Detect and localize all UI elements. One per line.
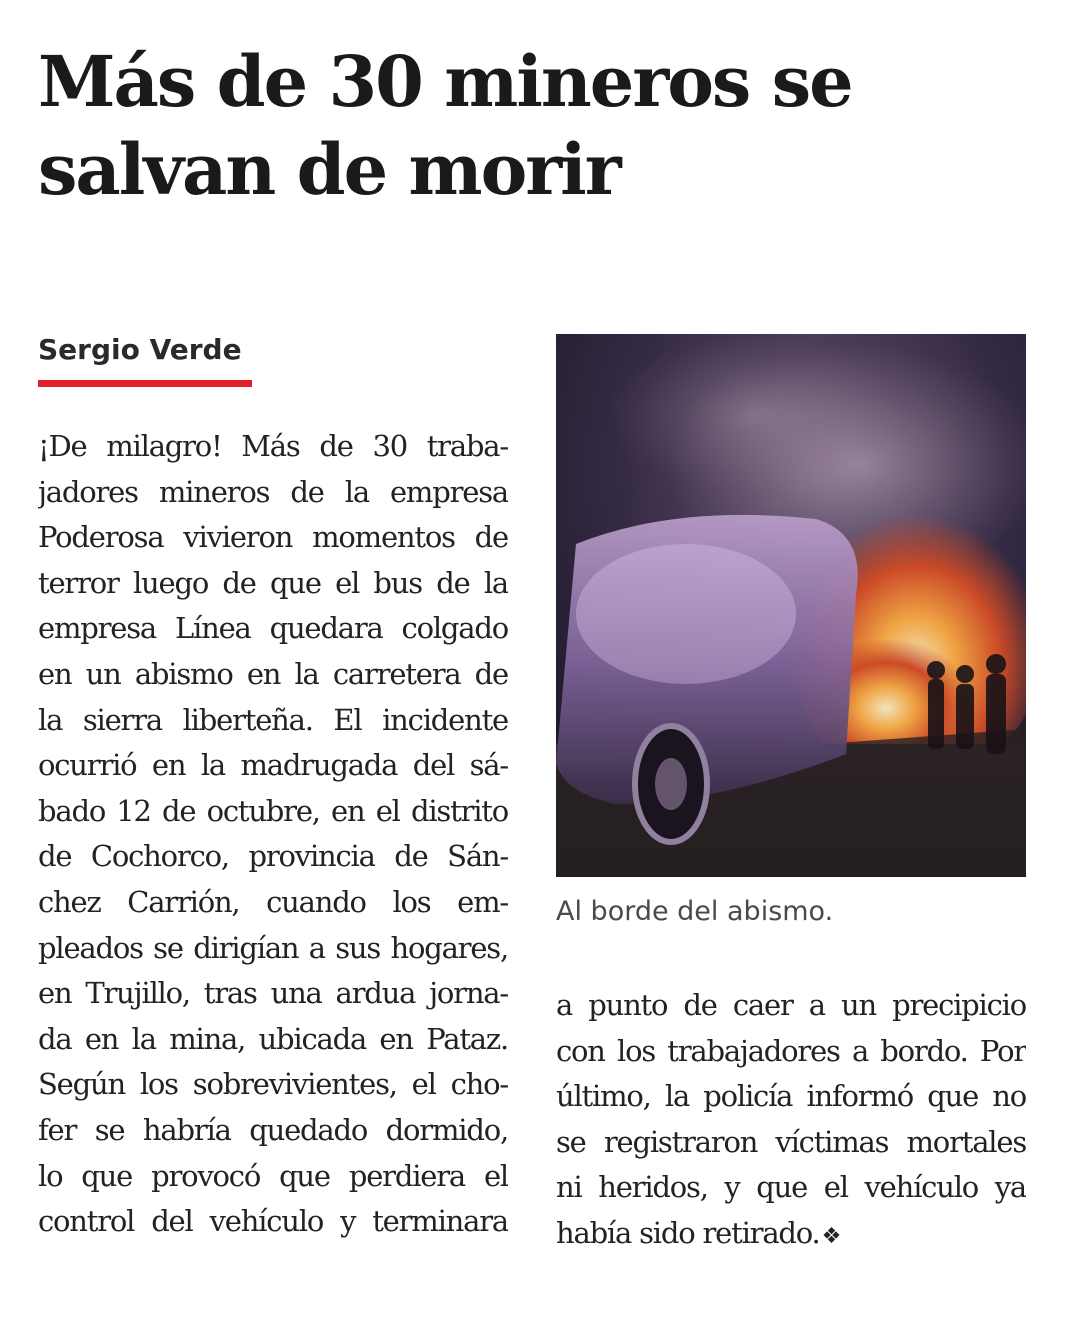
body-line: con los trabajadores a bordo. Por [556, 1033, 1026, 1068]
body-line: la sierra liberteña. El incidente [38, 702, 508, 737]
body-line: chez Carrión, cuando los em- [38, 884, 508, 919]
body-line: empresa Línea quedara colgado [38, 611, 508, 646]
body-line: da en la mina, ubicada en Pataz. [38, 1021, 508, 1056]
body-line: pleados se dirigían a sus hogares, [38, 930, 508, 965]
headline [38, 38, 1038, 214]
body-last-line [556, 1211, 1026, 1260]
body-line: de Cochorco, provincia de Sán- [38, 839, 508, 874]
body-line: en Trujillo, tras una ardua jorna- [38, 976, 508, 1011]
body-line: se registraron víctimas mortales [556, 1124, 1026, 1159]
body-line: jadores mineros de la empresa [38, 474, 508, 509]
body-line: fer se habría quedado dormido, [38, 1112, 508, 1147]
body-line: Poderosa vivieron momentos de [38, 520, 508, 555]
body-line: en un abismo en la carretera de [38, 656, 508, 691]
body-line: terror luego de que el bus de la [38, 565, 508, 600]
author-byline: Sergio Verde [38, 333, 242, 366]
headline-line: Más de 30 mineros se [38, 40, 852, 123]
news-photo [556, 334, 1026, 877]
body-line: bado 12 de octubre, en el distrito [38, 793, 508, 828]
end-mark-icon: ❖ [821, 1223, 842, 1249]
body-line: a punto de caer a un precipicio [556, 988, 1026, 1022]
headline-line: salvan de morir [38, 128, 620, 211]
body-line-text: había sido retirado. [556, 1215, 820, 1250]
body-line: ocurrió en la madrugada del sá- [38, 748, 508, 783]
body-line: control del vehículo y terminara [38, 1204, 508, 1239]
body-column-left [38, 424, 508, 1245]
body-line: ¡De milagro! Más de 30 traba- [38, 429, 508, 463]
photo-caption: Al borde del abismo. [556, 896, 834, 927]
body-line: último, la policía informó que no [556, 1079, 1026, 1114]
body-column-right [556, 983, 1026, 1260]
body-line: ni heridos, y que el vehículo ya [556, 1170, 1026, 1205]
byline-underline [38, 380, 252, 387]
body-line: lo que provocó que perdiera el [38, 1158, 508, 1193]
body-line: Según los sobrevivientes, el cho- [38, 1067, 508, 1102]
bus-fire-photo-icon [556, 334, 1026, 877]
